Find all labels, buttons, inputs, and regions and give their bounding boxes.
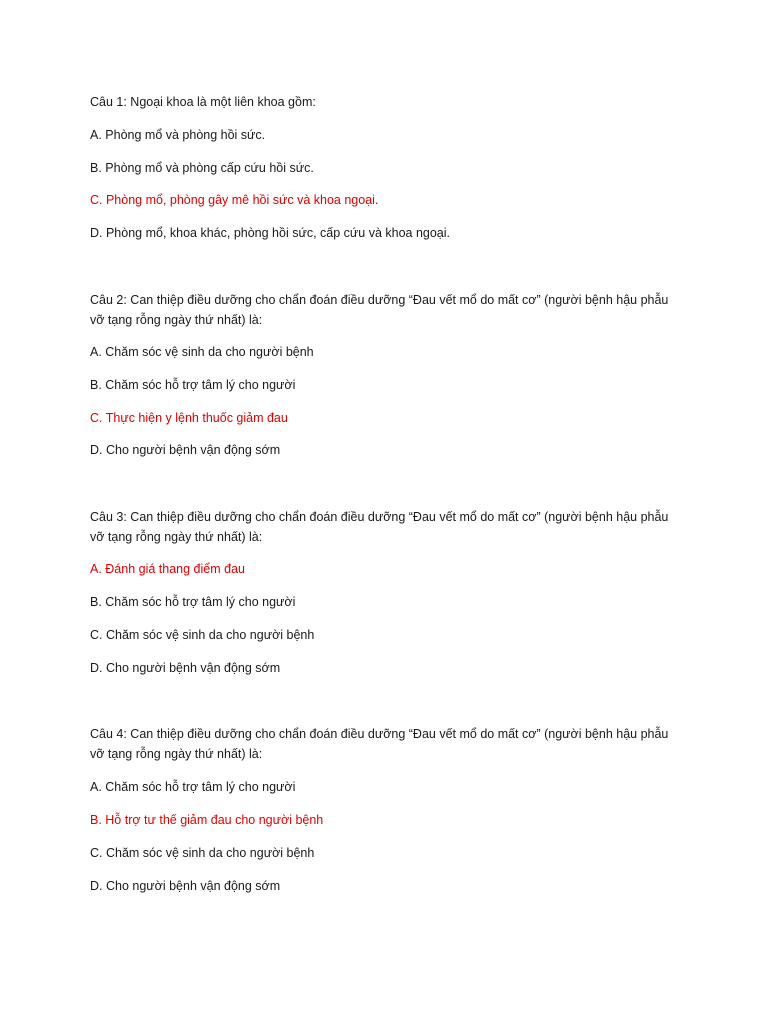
question-stem-continued: vỡ tạng rỗng ngày thứ nhất) là: [90, 747, 263, 761]
question-stem-continued: vỡ tạng rỗng ngày thứ nhất) là: [90, 530, 263, 544]
answer-option-c-correct: C. Thực hiện y lệnh thuốc giảm đau [90, 411, 288, 425]
answer-option-b: B. Chăm sóc hỗ trợ tâm lý cho người [90, 378, 296, 392]
question-stem: Câu 1: Ngoại khoa là một liên khoa gồm: [90, 95, 316, 109]
answer-option-a: A. Chăm sóc vệ sinh da cho người bệnh [90, 345, 314, 359]
answer-option-d: D. Cho người bệnh vận động sớm [90, 879, 281, 893]
question-stem: Câu 4: Can thiệp điều dưỡng cho chẩn đoán điều dưỡng “Đau vết mổ do mất cơ” (người bệnh hậu phẫu [90, 727, 669, 741]
answer-option-d: D. Cho người bệnh vận động sớm [90, 661, 281, 675]
answer-option-d: D. Cho người bệnh vận động sớm [90, 443, 281, 457]
answer-option-b: B. Phòng mổ và phòng cấp cứu hồi sức. [90, 161, 314, 175]
answer-option-b: B. Chăm sóc hỗ trợ tâm lý cho người [90, 595, 296, 609]
answer-option-a: A. Chăm sóc hỗ trợ tâm lý cho người [90, 780, 296, 794]
question-stem-continued: vỡ tạng rỗng ngày thứ nhất) là: [90, 313, 263, 327]
question-stem: Câu 2: Can thiệp điều dưỡng cho chẩn đoán điều dưỡng “Đau vết mổ do mất cơ” (người bệnh hậu phẫu [90, 293, 669, 307]
question-stem: Câu 3: Can thiệp điều dưỡng cho chẩn đoán điều dưỡng “Đau vết mổ do mất cơ” (người bệnh hậu phẫu [90, 510, 669, 524]
answer-option-c-correct: C. Phòng mổ, phòng gây mê hồi sức và khoa ngoại. [90, 193, 379, 207]
answer-option-b-correct: B. Hỗ trợ tư thế giảm đau cho người bệnh [90, 813, 324, 827]
answer-option-d: D. Phòng mổ, khoa khác, phòng hồi sức, cấp cứu và khoa ngoại. [90, 226, 451, 240]
answer-option-a: A. Phòng mổ và phòng hồi sức. [90, 128, 266, 142]
answer-option-c: C. Chăm sóc vệ sinh da cho người bệnh [90, 628, 315, 642]
answer-option-a-correct: A. Đánh giá thang điểm đau [90, 562, 245, 576]
answer-option-c: C. Chăm sóc vệ sinh da cho người bệnh [90, 846, 315, 860]
